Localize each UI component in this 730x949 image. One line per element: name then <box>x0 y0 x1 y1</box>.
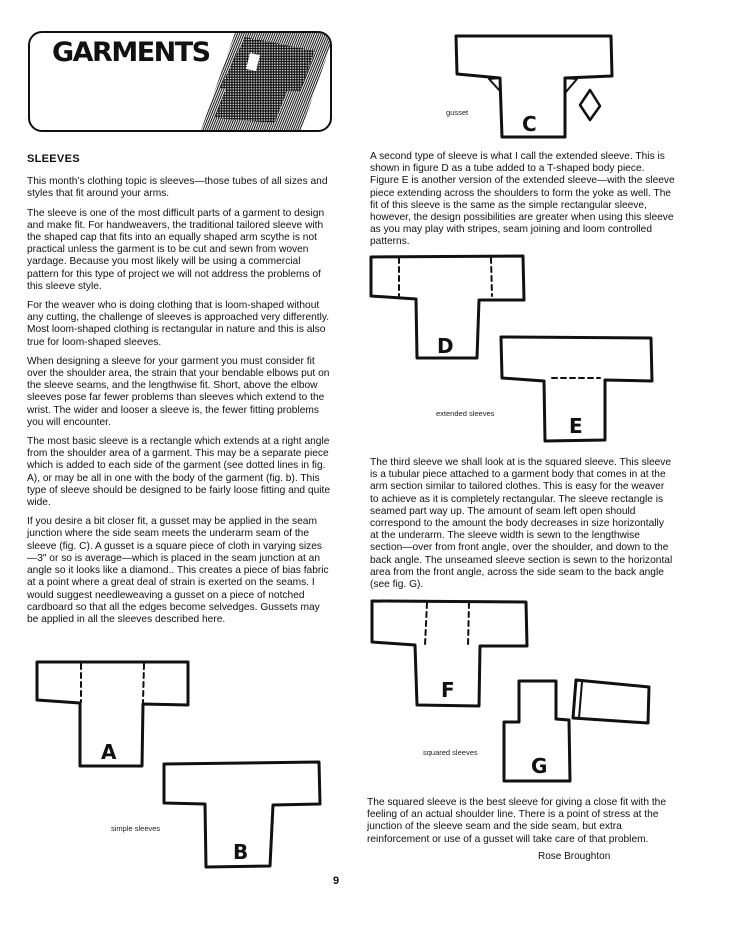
paragraph: If you desire a bit closer fit, a gusset may be applied in the seam junction where the side seam meets the underarm seam of the sleeve (fig. C). A gusset is a square piece of cloth in varying sizes—3" or so is average—which is placed in the seam junction at an angle so it looks like a diamond.. This creates a piece of bias fabric at a point where a great deal of strain is exerted on the seams. I would suggest needleweaving a gusset on a piece of notched cardboard so that all the edges become selvedges. Gussets may be applied in all the sleeves described here. <box>27 516 329 625</box>
gusset-caption: gusset <box>446 108 469 117</box>
section-heading: SLEEVES <box>27 153 80 165</box>
extended-sleeves-caption: extended sleeves <box>436 409 495 418</box>
figure-e-label: E <box>569 414 583 438</box>
figure-c-label: C <box>522 112 537 136</box>
squared-sleeves-caption: squared sleeves <box>423 748 478 757</box>
extended-sleeve-paragraph: A second type of sleeve is what I call the extended sleeve. This is shown in figure D as a tube added to a T-shaped body piece. Figure E is another version of the extended sleeve—with the sleeve piece extending across the shoulders to form the yoke as well. The fit of this sleeve is the same as the simple rectangular sleeve, however, the design possibilities are greater when using this sleeve as you may play with stripes, seam joining and loom controlled patterns. <box>370 151 675 248</box>
figure-d-label: D <box>437 334 454 358</box>
figure-a-label: A <box>101 740 117 764</box>
figure-b-label: B <box>233 840 249 864</box>
simple-sleeves-caption: simple sleeves <box>111 824 161 833</box>
paragraph: When designing a sleeve for your garment you must consider fit over the shoulder area, the strain that your bendable elbows put on the sleeve seams, and the lengthwise fit. Short, above the elbow sleeves pose far fewer problems than sleeves which extend to the wrist. The wider and looser a sleeve is, the fewer fitting problems you will encounter. <box>27 355 330 428</box>
paragraph: The most basic sleeve is a rectangle which extends at a right angle from the shoulder area of a garment. This may be a separate piece which is added to each side of the garment (see dotted lines in fig. A), or may be all in one with the body of the garment (fig. b). This type of sleeve should be designed to be fairly loose fitting and quite wide. <box>27 436 330 509</box>
paragraph: This month’s clothing topic is sleeves—those tubes of all sizes and styles that fit around your arms. <box>27 176 328 200</box>
figure-f-label: F <box>441 678 455 702</box>
paragraph: The sleeve is one of the most difficult parts of a garment to design and make fit. For handweavers, the traditional tailored sleeve with the shaped cap that fits into an equally shaped arm scythe is not practical unless the garment is to be cut and sewn from woven yardage. Because you most likely will be using a commercial pattern for this type of project we will not address the problems of this sleeve style. <box>27 207 325 292</box>
paragraph: For the weaver who is doing clothing that is loom-shaped without any cutting, the challenge of sleeves is approached very differently. Most loom-shaped clothing is rectangular in nature and this is also true for loom-shaped sleeves. <box>27 300 330 348</box>
closing-paragraph: The squared sleeve is the best sleeve for giving a close fit with the feeling of an actual shoulder line. There is a point of stress at the junction of the sleeve seam and the side seam, but extra reinforcement or use of a gusset will take care of that problem. <box>367 797 666 845</box>
author-byline: Rose Broughton <box>538 851 611 862</box>
header-title: GARMENTS <box>52 37 210 68</box>
squared-sleeve-paragraph: The third sleeve we shall look at is the squared sleeve. This sleeve is a tubular piece attached to a garment body that comes in at the arm section similar to tailored clothes. This is easy for the weaver to achieve as it is completely rectangular. The sleeve rectangle is seamed part way up. The amount of seam left open should correspond to the amount the body decreases in size horizontally at the underarm. The sleeve width is sewn to the lengthwise section—over from front angle, over the shoulder, and down to the back angle. The unseamed sleeve section is sewn to the horizontal area from the front angle, across the side seam to the back angle (see fig. G). <box>370 457 673 591</box>
page-number: 9 <box>333 875 340 887</box>
figure-g-label: G <box>531 754 548 778</box>
